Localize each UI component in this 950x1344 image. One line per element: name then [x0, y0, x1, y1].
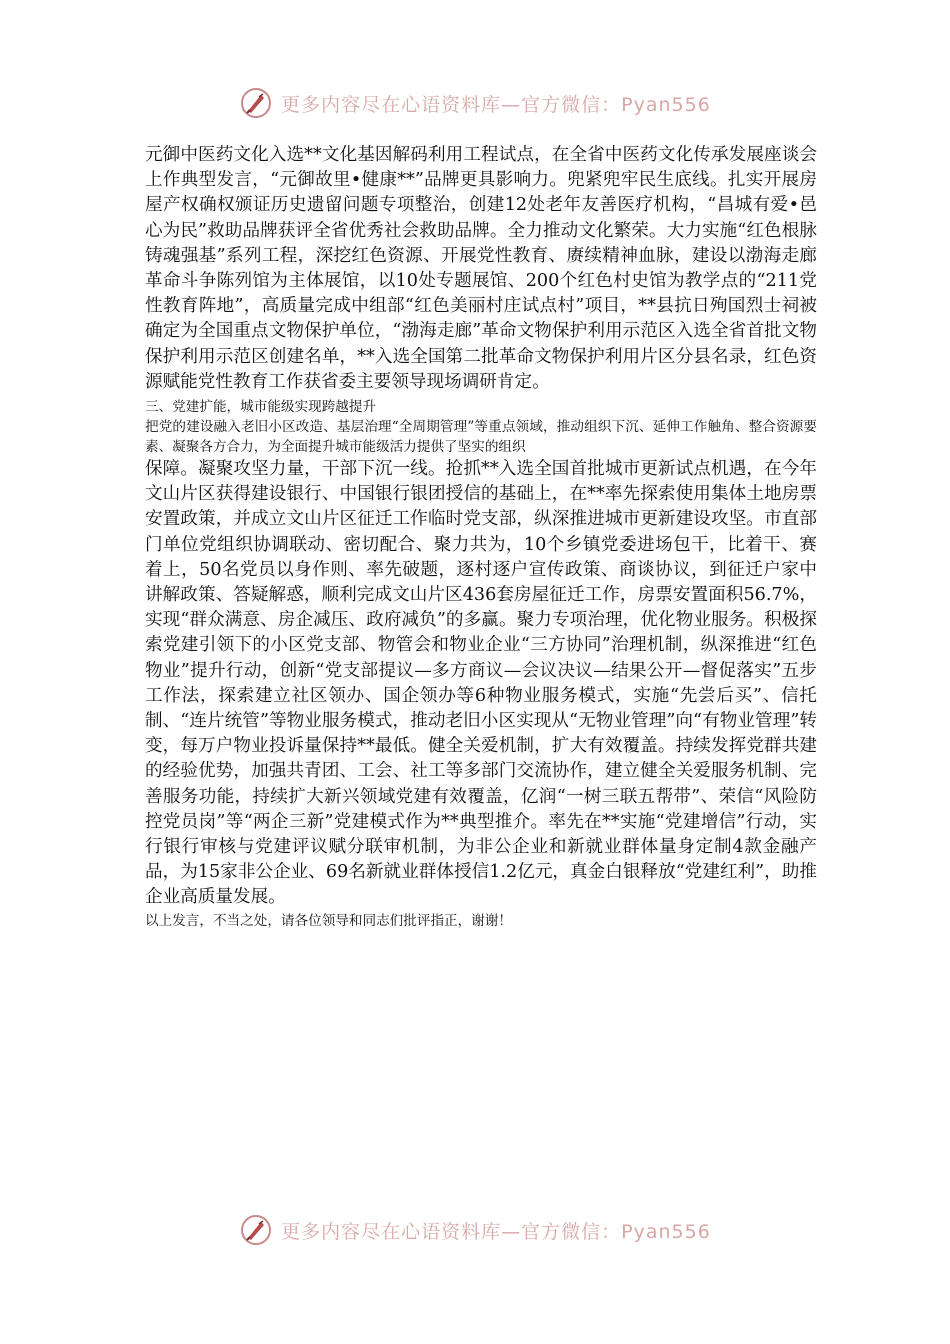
section-heading: 三、党建扩能，城市能级实现跨越提升 [145, 399, 377, 416]
body-paragraph: 元御中医药文化入选**文化基因解码利用工程试点，在全省中医药文化传承发展座谈会上作典型发言，“元御故里•健康**”品牌更具影响力。兜紧兜牢民生底线。扎实开展房屋产权确权颁证历史遗留问题专项整治，创建12处老年友善医疗机构，“昌城有爱•邑心为民”救助品牌获评全省优秀社会救助品牌。全力推动文化繁荣。大力实施“红色根脉铸魂强基”系列工程，深挖红色资源、开展党性教育、赓续精神血脉，建设以渤海走廊革命斗争陈列馆为主体展馆，以10处专题展馆、200个红色村史馆为教学点的“211党性教育阵地”，高质量完成中组部“红色美丽村庄试点村”项目，**县抗日殉国烈士祠被确定为全国重点文物保护单位，“渤海走廊”革命文物保护利用示范区入选全省首批文物保护利用示范区创建名单，**入选全国第二批革命文物保护利用片区分县名录，红色资源赋能党性教育工作获省委主要领导现场调研肯定。 [145, 145, 817, 392]
document-body [145, 143, 817, 931]
watermark-text: 更多内容尽在心语资料库—官方微信：Pyan556 [281, 93, 711, 116]
body-paragraph: 保障。凝聚攻坚力量，干部下沉一线。抢抓**入选全国首批城市更新试点机遇，在今年文山片区获得建设银行、中国银行银团授信的基础上，在**率先探索使用集体土地房票安置政策，并成立文山片区征迁工作临时党支部，纵深推进城市更新建设攻坚。市直部门单位党组织协调联动、密切配合、聚力共为，10个乡镇党委进场包干，比着干、赛着上，50名党员以身作则、率先破题，逐村逐户宣传政策、商谈协议，到征迁户家中讲解政策、答疑解惑，顺利完成文山片区436套房屋征迁工作，房票安置面积56.7%，实现“群众满意、房企减压、政府减负”的多赢。聚力专项治理，优化物业服务。积极探索党建引领下的小区党支部、物管会和物业企业“三方协同”治理机制，纵深推进“红色物业”提升行动，创新“党支部提议—多方商议—会议决议—结果公开—督促落实”五步工作法，探索建立社区领办、国企领办等6种物业服务模式，实施“先尝后买”、信托制、“连片统管”等物业服务模式，推动老旧小区实现从“无物业管理”向“有物业管理”转变，每万户物业投诉量保持**最低。健全关爱机制，扩大有效覆盖。持续发挥党群共建的经验优势，加强共青团、工会、社工等多部门交流协作，建立健全关爱服务机制、完善服务功能，持续扩大新兴领域党建有效覆盖，亿润“一树三联五帮带”、荣信“风险防控党员岗”等“两企三新”党建模式作为**典型推介。率先在**实施“党建增信”行动，实行银行审核与党建评议赋分联审机制，为非公企业和新就业群体量身定制4款金融产品，为15家非公企业、69名新就业群体授信1.2亿元，真金白银释放“党建红利”，助推企业高质量发展。 [145, 459, 817, 908]
closing-remark: 以上发言，不当之处，请各位领导和同志们批评指正，谢谢！ [145, 912, 513, 929]
quill-pen-logo-icon [239, 86, 273, 120]
quill-pen-logo-icon [239, 1213, 273, 1247]
footer-watermark [0, 1213, 950, 1247]
watermark-text: 更多内容尽在心语资料库—官方微信：Pyan556 [281, 1220, 711, 1243]
body-paragraph: 把党的建设融入老旧小区改造、基层治理“全周期管理”等重点领域，推动组织下沉、延伸工作触角、整合资源要素、凝聚各方合力，为全面提升城市能级活力提供了坚实的组织 [145, 419, 817, 456]
header-watermark [0, 86, 950, 120]
